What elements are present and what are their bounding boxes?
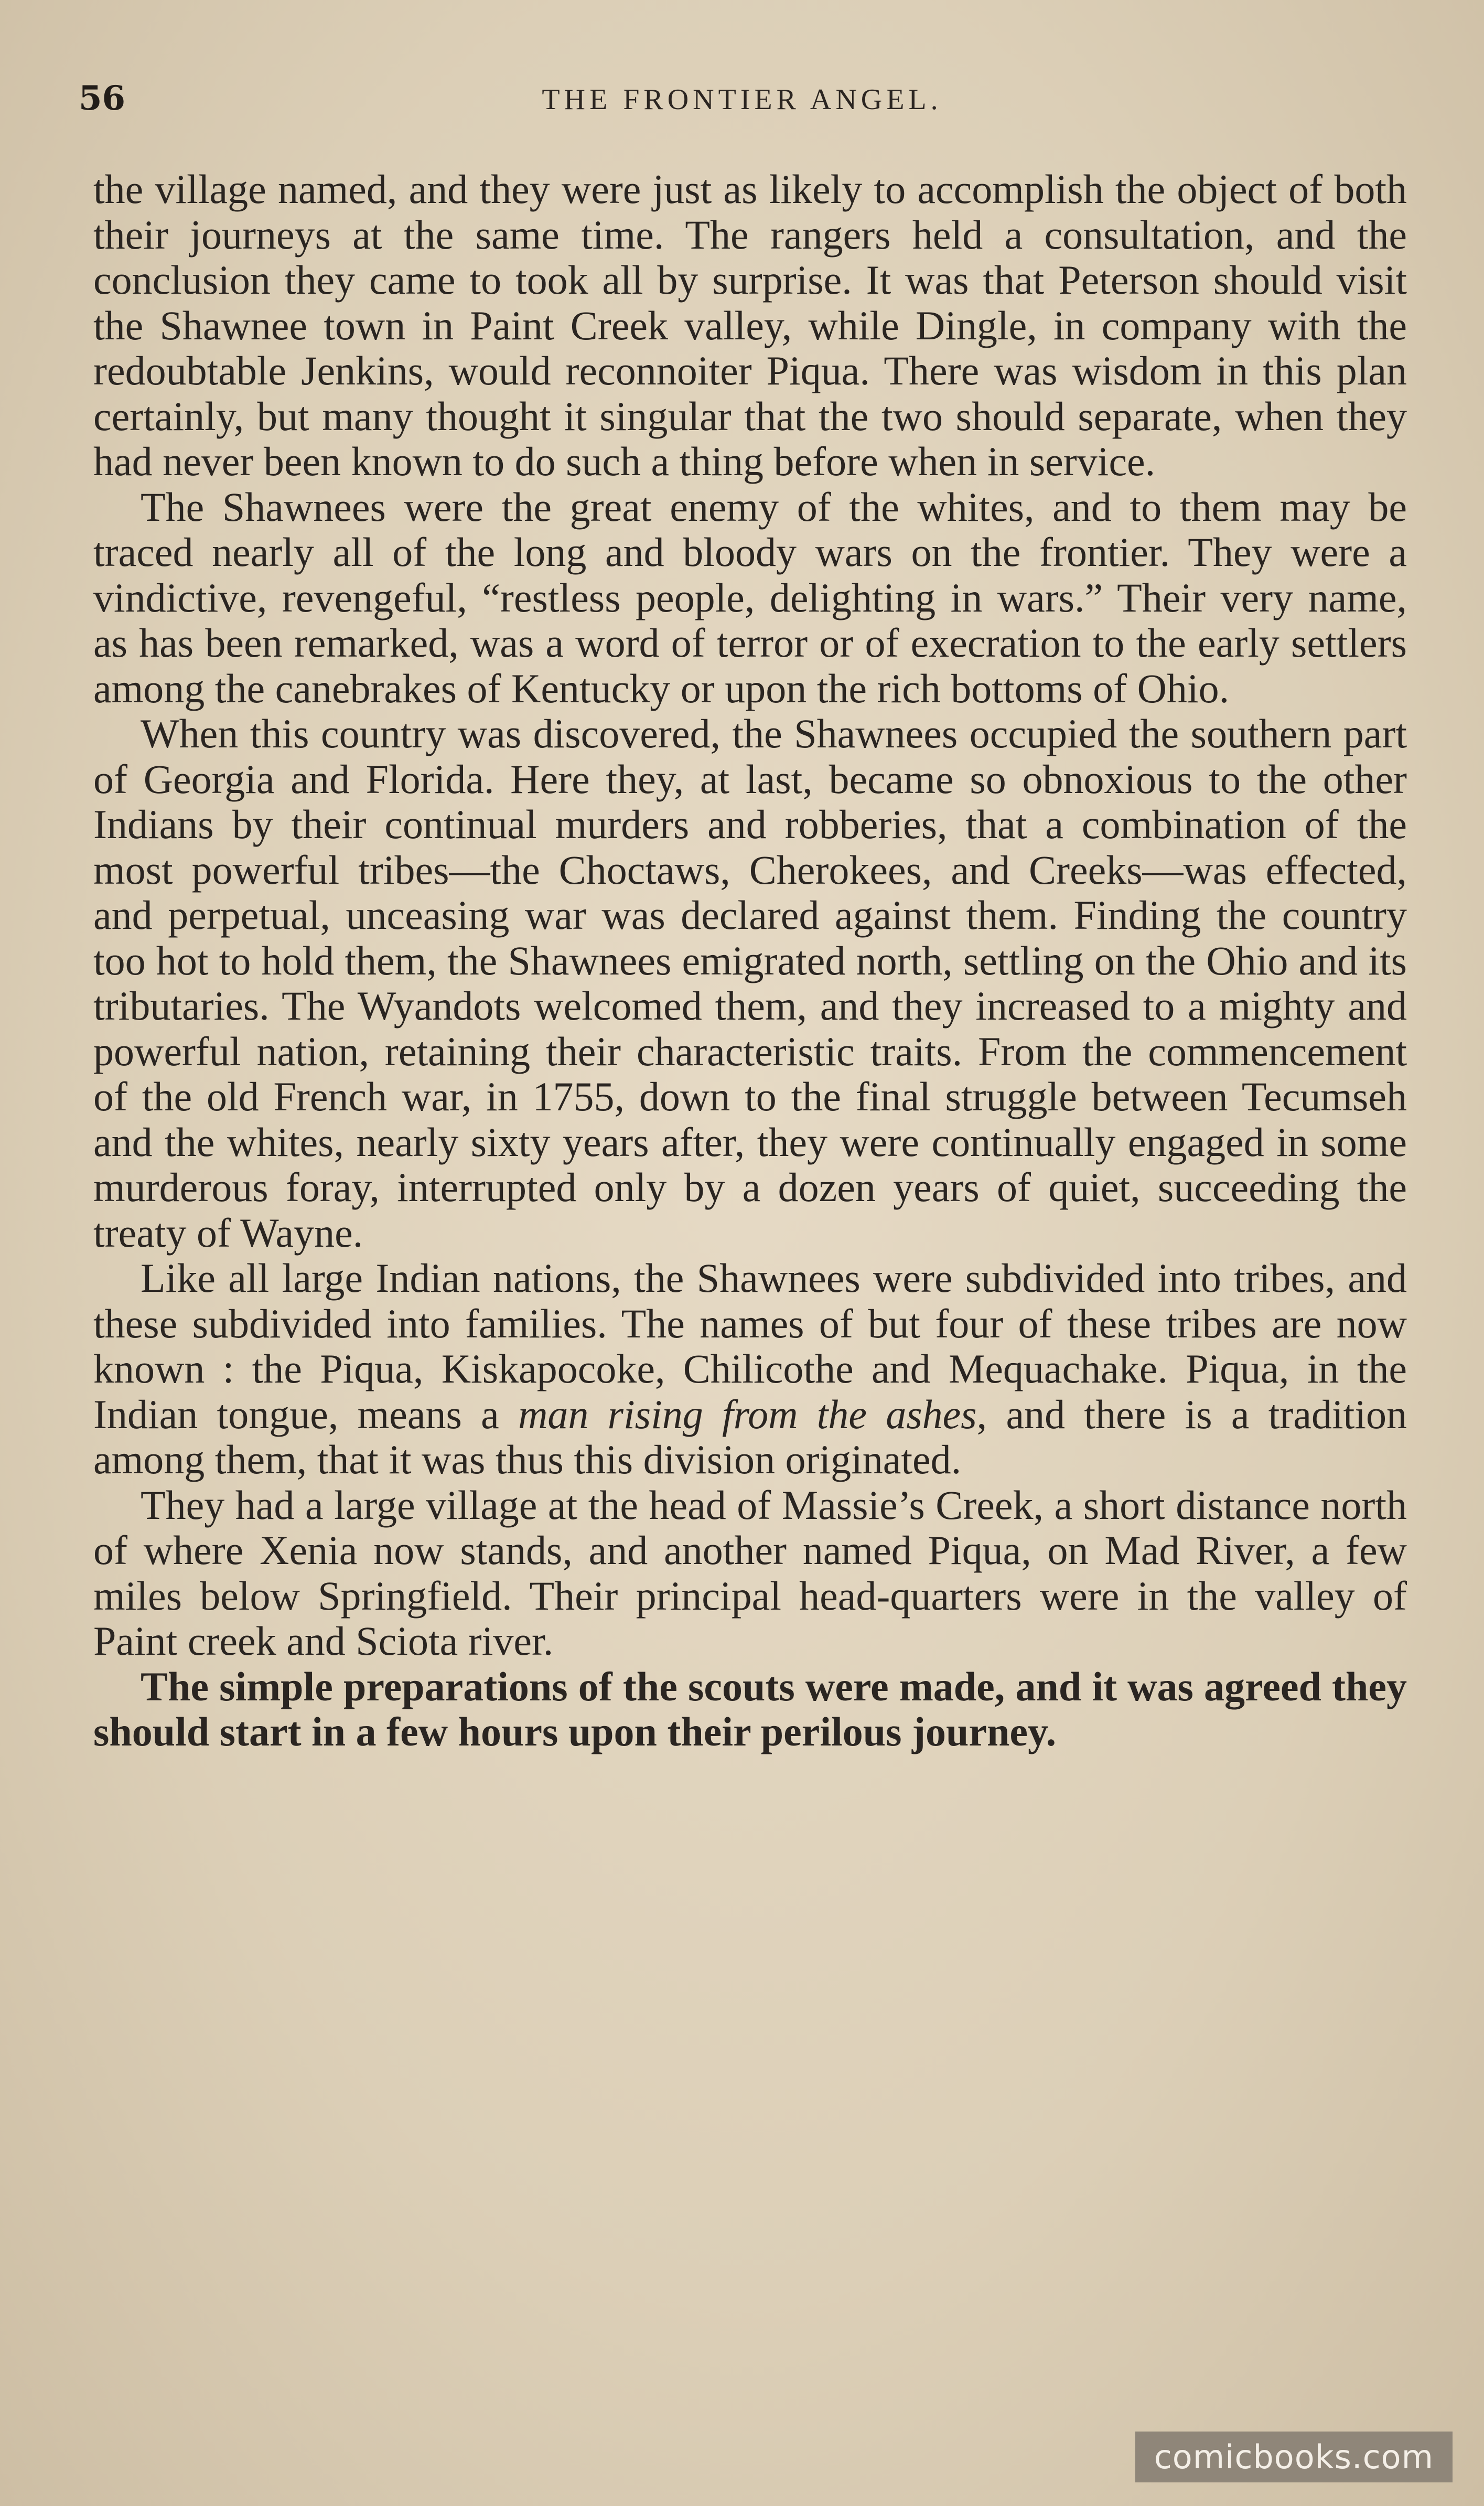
italic-phrase: man rising from the ashes xyxy=(518,1391,977,1437)
paragraph: The Shawnees were the great enemy of the whites, and to them may be traced nearly all of the long and bloody wars on the frontier. They were a vindictive, revengeful, “restless people, delighting in wars.” Their very name, as has been remarked, was a word of terror or of execration to the early settlers among the canebrakes of Kentucky or upon the rich bottoms of Ohio. xyxy=(93,484,1407,711)
page-number: 56 xyxy=(79,79,126,118)
running-head: THE FRONTIER ANGEL. xyxy=(542,83,942,116)
paragraph: They had a large village at the head of Massie’s Creek, a short distance north of where Xenia now stands, and another named Piqua, on Mad River, a few miles below Springfield. Their principal head-quarters were in the valley of Paint creek and Sciota river. xyxy=(93,1482,1407,1664)
paragraph-text: Like all large Indian nations, the Shawnees were subdivided into tribes, and these subdivided into families. The names of but four of these tribes are now known : the Piqua, Kiskapocoke, Chilicothe and Mequachake. Piqua, in the Indian tongue, means a xyxy=(93,1255,1407,1437)
paragraph: the village named, and they were just as likely to accomplish the object of both their journeys at the same time. The rangers held a consultation, and the conclusion they came to took all by surprise. It was that Peterson should visit the Shawnee town in Paint Creek valley, while Dingle, in company with the redoubtable Jenkins, would reconnoiter Piqua. There was wisdom in this plan certainly, but many thought it singular that the two should separate, when they had never been known to do such a thing before when in service. xyxy=(93,166,1407,484)
paragraph-final: The simple preparations of the scouts were made, and it was agreed they should start in a few hours upon their perilous journey. xyxy=(93,1663,1407,1754)
paragraph: When this country was discovered, the Shawnees occupied the southern part of Georgia and Florida. Here they, at last, became so obnoxious to the other Indians by their continual murders and robberies, that a combination of the most powerful tribes—the Choctaws, Cherokees, and Creeks—was effected, and perpetual, unceasing war was declared against them. Finding the country too hot to hold them, the Shawnees emigrated north, settling on the Ohio and its tributaries. The Wyandots welcomed them, and they increased to a mighty and powerful nation, retaining their characteristic traits. From the commencement of the old French war, in 1755, down to the final struggle between Tecumseh and the whites, nearly sixty years after, they were continually engaged in some murderous foray, interrupted only by a dozen years of quiet, succeeding the treaty of Wayne. xyxy=(93,711,1407,1256)
page-header xyxy=(79,79,1405,126)
body-text xyxy=(93,167,1407,1755)
paragraph-tribes xyxy=(93,1256,1407,1483)
watermark: comicbooks.com xyxy=(1135,2432,1453,2482)
paragraph-text: , and there is a tradition among them, that it was thus this division originated. xyxy=(93,1391,1407,1482)
